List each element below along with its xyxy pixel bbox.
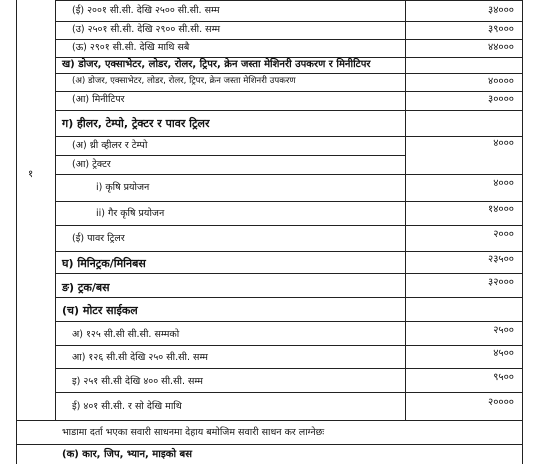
table-row-bottom	[16, 420, 523, 421]
row-label: इ) २५१ सी.सी देखि ४०० सी.सी. सम्म	[72, 376, 203, 387]
row-divider	[55, 201, 523, 202]
row-divider	[55, 368, 523, 369]
footer-note: भाडामा दर्ता भएका सवारी साधनमा देहाय बमोजिम सवारी साधन कर लाग्नेछः	[62, 427, 325, 438]
row-divider	[55, 91, 523, 92]
row-amount: ३९०००	[488, 24, 514, 35]
row-amount: २५००	[493, 325, 514, 336]
row-amount: २३५००	[488, 254, 514, 265]
row-label: (आ) ट्रेक्टर	[72, 159, 111, 170]
row-divider	[55, 251, 523, 252]
row-amount: २०००	[493, 229, 514, 240]
row-amount: ३००००	[488, 94, 514, 105]
footer-heading: (क) कार, जिप, भ्यान, माइको बस	[62, 449, 192, 460]
row-label: i) कृषि प्रयोजन	[96, 182, 150, 193]
row-label: (आ) मिनीटिपर	[72, 94, 125, 105]
group-heading-ga: ग) हीलर, टेम्पो, ट्रेक्टर र पावर ट्रिलर	[62, 117, 210, 130]
row-label: ई) ४०१ सी.सी. र सो देखि माथि	[72, 401, 182, 412]
row-divider	[55, 273, 523, 274]
row-label: अ) १२५ सी.सी सी.सी. सम्मको	[72, 329, 180, 340]
row-label: (अ) थ्री व्हीलर र टेम्पो	[72, 140, 148, 151]
row-divider	[55, 321, 523, 322]
row-label: (अ) डोजर, एक्साभेटर, लोडर, रोलर, ट्रिपर, क्रेन जस्ता मेशिनरी उपकरण	[72, 76, 296, 86]
row-amount: ४०००	[493, 178, 514, 189]
row-amount: ४४०००	[488, 42, 514, 53]
row-divider	[55, 392, 523, 393]
column-divider-amount	[405, 0, 406, 420]
row-label: (ऊ) २९०१ सी.सी. देखि माथि सबै	[72, 42, 190, 53]
table-border-right	[522, 0, 523, 464]
row-amount: ३२०००	[488, 277, 514, 288]
row-amount: ९५००	[493, 372, 514, 383]
row-divider	[55, 345, 523, 346]
row-label: (ई) पावर ट्रिलर	[72, 233, 125, 244]
row-amount: ४५००	[493, 348, 514, 359]
row-divider	[55, 73, 523, 74]
row-divider	[55, 155, 405, 156]
group-heading-kha: ख) डोजर, एक्साभेटर, लोडर, रोलर, ट्रिपर, क्रेन जस्ता मेशिनरी उपकरण र मिनीटिपर	[62, 59, 371, 70]
row-divider	[55, 297, 523, 298]
row-divider	[55, 0, 523, 1]
row-label: (ई) २००१ सी.सी. देखि २५०० सी.सी. सम्म	[72, 5, 220, 16]
group-heading-cha: (च) मोटर साईकल	[62, 304, 138, 317]
row-divider	[55, 174, 523, 175]
row-divider	[55, 21, 523, 22]
row-divider	[55, 110, 523, 111]
group-heading-gha: घ) मिनिट्रक/मिनिबस	[62, 257, 146, 270]
row-divider	[55, 136, 523, 137]
section-number: १	[28, 169, 34, 180]
row-label: (उ) २५०१ सी.सी. देखि २९०० सी.सी. सम्म	[72, 24, 221, 35]
row-amount: ३४०००	[488, 5, 514, 16]
row-label: आ) १२६ सी.सी देखि २५० सी.सी. सम्म	[72, 352, 208, 363]
row-divider	[55, 225, 523, 226]
row-amount: २००००	[488, 397, 514, 408]
row-divider	[55, 39, 523, 40]
row-label: ii) गैर कृषि प्रयोजन	[96, 208, 165, 219]
row-amount: ४००००	[488, 76, 514, 87]
group-heading-nga: ङ) ट्रक/बस	[62, 281, 110, 294]
row-divider	[16, 444, 523, 445]
table-border-left	[16, 0, 17, 464]
row-amount: १४०००	[488, 204, 514, 215]
row-amount: ४०००	[493, 138, 514, 149]
row-divider	[55, 57, 523, 58]
column-divider-serial	[55, 0, 56, 420]
